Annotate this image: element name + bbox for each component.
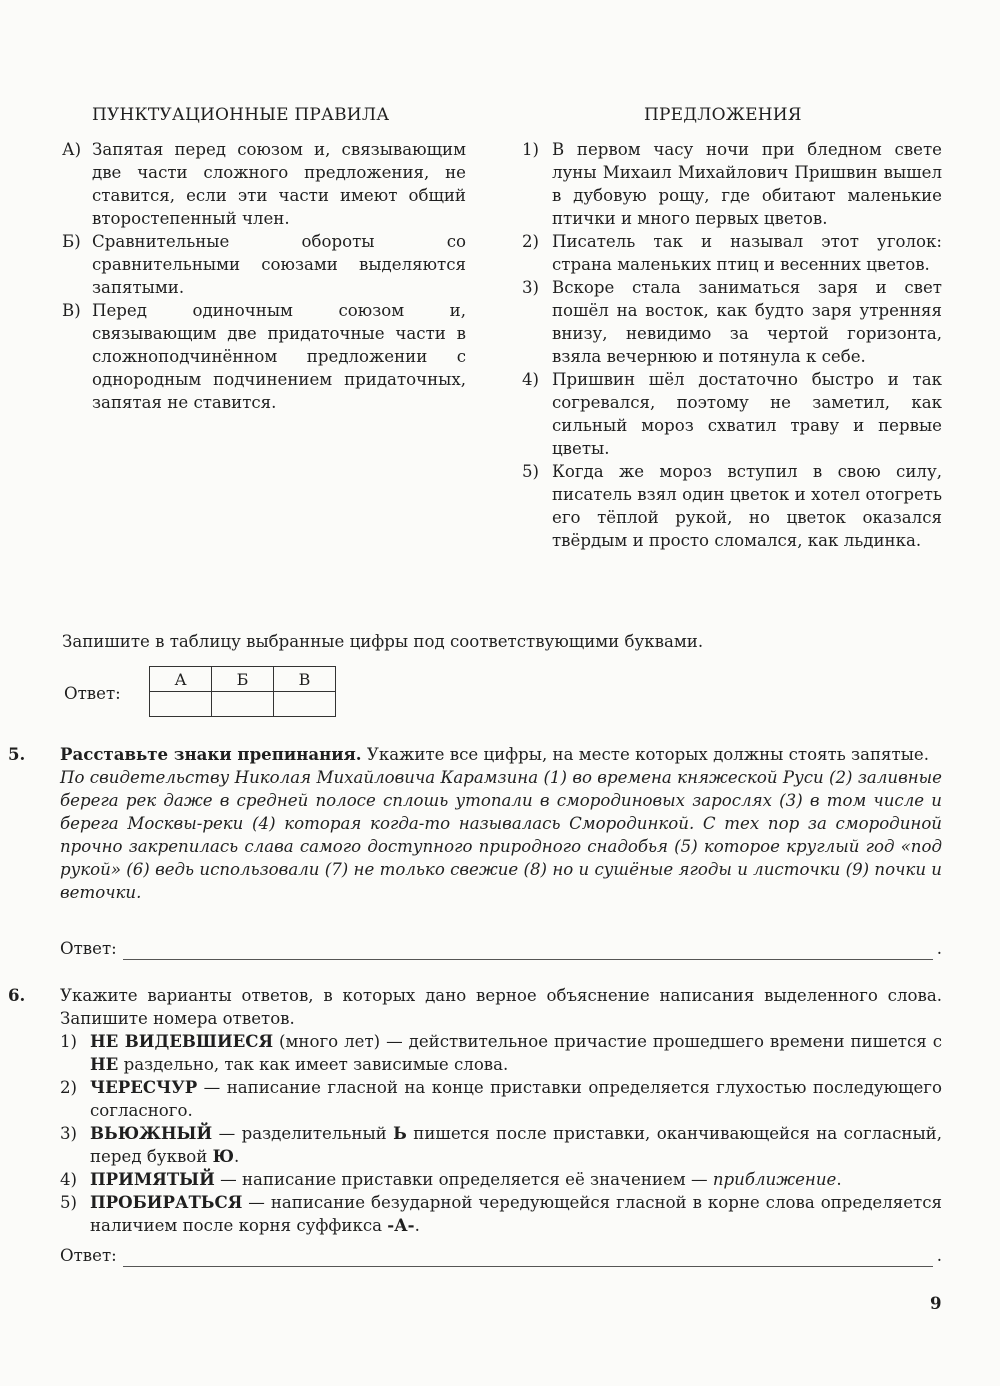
sentence-item: 2) Писатель так и называл этот уголок: страна маленьких птиц и весенних цветов. xyxy=(522,232,942,274)
instruction-text: Запишите в таблицу выбранные цифры под соответствующими буквами. xyxy=(62,632,704,651)
question-number: 6. xyxy=(8,985,26,1005)
question-task: Расставьте знаки препинания. Укажите все цифры, на месте которых должны стоять запятые. xyxy=(60,744,929,764)
answer-cell-a[interactable] xyxy=(150,692,212,717)
sentence-item: 3) Вскоре стала заниматься заря и свет пошёл на восток, как будто заря утренняя внизу, невидимо за чертой горизонта, взяла вечернюю и потянула к себе. xyxy=(522,278,942,366)
sentences-column xyxy=(522,138,942,552)
rules-heading: ПУНКТУАЦИОННЫЕ ПРАВИЛА xyxy=(92,105,390,125)
rule-item: А) Запятая перед союзом и, связывающим две части сложного предложения, не ставится, если эти части имеют общий второстепенный член. xyxy=(62,140,466,228)
option-item: 1) НЕ ВИДЕВШИЕСЯ (много лет) — действительное причастие прошедшего времени пишется с НЕ раздельно, так как имеет зависимые слова. xyxy=(60,1031,942,1074)
answer-line[interactable]: Ответ: . xyxy=(60,1246,942,1265)
answer-label: Ответ: xyxy=(64,684,121,703)
question-task: Укажите варианты ответов, в которых дано верное объяснение написания выделенного слова. Запишите номера ответов. xyxy=(60,986,942,1028)
sentence-item: 4) Пришвин шёл достаточно быстро и так согревался, поэтому не заметил, как сильный мороз схватил траву и первые цветы. xyxy=(522,370,942,458)
question-5 xyxy=(60,743,942,904)
answer-col-b: Б xyxy=(212,667,274,692)
answer-cell-v[interactable] xyxy=(274,692,336,717)
rule-item: Б) Сравнительные обороты со сравнительными союзами выделяются запятыми. xyxy=(62,232,466,297)
page-number: 9 xyxy=(930,1293,942,1313)
question-number: 5. xyxy=(8,744,26,764)
option-item: 2) ЧЕРЕСЧУР — написание гласной на конце приставки определяется глухостью последующего согласного. xyxy=(60,1077,942,1120)
option-item: 3) ВЬЮЖНЫЙ — разделительный Ь пишется после приставки, оканчивающейся на согласный, перед буквой Ю. xyxy=(60,1123,942,1166)
rules-column xyxy=(62,138,466,414)
answer-cell-b[interactable] xyxy=(212,692,274,717)
answer-line[interactable]: Ответ: . xyxy=(60,939,942,958)
answer-col-v: В xyxy=(274,667,336,692)
option-item: 4) ПРИМЯТЫЙ — написание приставки определяется её значением — приближение. xyxy=(60,1169,842,1189)
question-text: По свидетельству Николая Михайловича Карамзина (1) во времена княжеской Руси (2) заливные берега рек даже в средней полосе сплошь утопали в смородиновых зарослях (3) в том числе и берега Москвы-реки (4) которая когда-то называлась Смородинкой. С тех пор за смородиной прочно закрепилась слава самого доступного природного снадобья (5) которое круглый год «под рукой» (6) ведь использовали (7) не только свежие (8) но и сушёные ягоды и листочки (9) почки и веточки. xyxy=(60,768,942,902)
answer-table xyxy=(149,666,336,717)
sentences-heading: ПРЕДЛОЖЕНИЯ xyxy=(644,105,802,125)
sentence-item: 5) Когда же мороз вступил в свою силу, писатель взял один цветок и хотел отогреть его тёплой рукой, но цветок оказался твёрдым и просто сломался, как льдинка. xyxy=(522,462,942,550)
rule-item: В) Перед одиночным союзом и, связывающим две придаточные части в сложноподчинённом предложении с однородным подчинением придаточных, запятая не ставится. xyxy=(62,301,466,412)
sentence-item: 1) В первом часу ночи при бледном свете луны Михаил Михайлович Пришвин вышел в дубовую рощу, где обитают маленькие птички и много первых цветов. xyxy=(522,140,942,228)
question-6 xyxy=(60,984,942,1237)
option-item: 5) ПРОБИРАТЬСЯ — написание безударной чередующейся гласной в корне слова определяется наличием после корня суффикса -А-. xyxy=(60,1192,942,1235)
answer-col-a: А xyxy=(150,667,212,692)
